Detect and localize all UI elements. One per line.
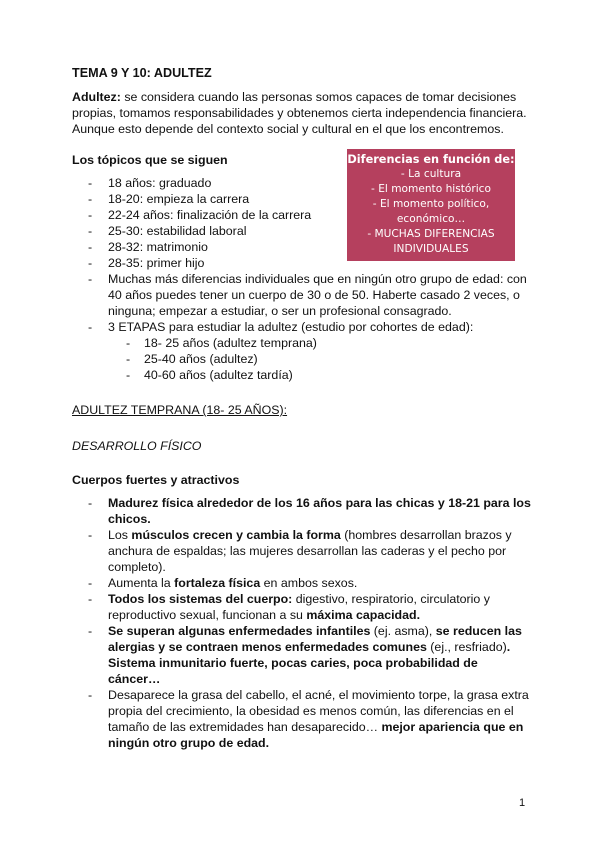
list-item: - 28-32: matrimonio <box>72 239 532 255</box>
topics-heading: Los tópicos que se siguen <box>72 153 228 167</box>
page-title: TEMA 9 Y 10: ADULTEZ <box>72 66 212 80</box>
group-heading: Cuerpos fuertes y atractivos <box>72 473 240 487</box>
differences-callout-box <box>347 149 515 261</box>
stage-item: - 40-60 años (adultez tardía) <box>72 367 532 383</box>
section-subheading: DESARROLLO FÍSICO <box>72 439 202 453</box>
list-item: - 3 ETAPAS para estudiar la adultez (estudio por cohortes de edad): <box>72 319 532 335</box>
text-run: se reducen las alergias y se contraen menos enfermedades comunes <box>108 624 522 654</box>
list-item <box>72 591 532 623</box>
callout-title: Diferencias en función de: <box>347 153 515 166</box>
text-run: Madurez física alrededor de los 16 años para las chicas y 18-21 para los chicos. <box>108 496 531 526</box>
text-run: Se superan algunas enfermedades infantiles <box>108 624 371 638</box>
stages-list <box>72 335 532 383</box>
callout-item: - MUCHAS DIFERENCIAS <box>367 228 495 240</box>
list-item: - 22-24 años: finalización de la carrera <box>72 207 532 223</box>
intro-text: se considera cuando las personas somos capaces de tomar decisiones propias, tomamos responsabilidades y obtenemos cierta independencia financiera. Aunque esto depende del contexto social y cultural en el que los encontremos. <box>72 90 527 136</box>
list-item: - 18-20: empieza la carrera <box>72 191 532 207</box>
callout-item: económico… <box>396 213 466 225</box>
stage-item: - 18- 25 años (adultez temprana) <box>72 335 532 351</box>
list-item <box>72 575 532 591</box>
stage-item: - 25-40 años (adultez) <box>72 351 532 367</box>
callout-item: - La cultura <box>400 168 462 180</box>
list-item <box>72 527 532 575</box>
list-item: - 18 años: graduado <box>72 175 532 191</box>
text-run: músculos crecen y cambia la forma <box>131 528 341 542</box>
text-run: (ej. asma), <box>370 624 436 638</box>
intro-term: Adultez: <box>72 90 121 104</box>
callout-item: - El momento histórico <box>371 183 491 195</box>
text-run: (ej., resfriado) <box>426 640 507 654</box>
text-run: Los <box>108 528 132 542</box>
text-run: (hombres desarrollan brazos y anchura de espaldas; las mujeres desarrollan las caderas y el pecho por completo). <box>108 528 512 574</box>
list-item: - Muchas más diferencias individuales que en ningún otro grupo de edad: con 40 años puedes tener un cuerpo de 30 o de 50. Haberte casado 2 veces, o ninguna; empezar a estudiar, o ser un profesional consagrado. <box>72 271 532 319</box>
callout-item: - El momento político, <box>372 198 490 210</box>
text-run: Desaparece la grasa del cabello, el acné, el movimiento torpe, la grasa extra propia del crecimiento, la obesidad es menos común, las diferencias en el tamaño de las extremidades han desaparecido… <box>108 688 529 734</box>
text-run: en ambos sexos. <box>260 576 358 590</box>
text-run: Aumenta la <box>108 576 175 590</box>
section-heading: ADULTEZ TEMPRANA (18- 25 AÑOS): <box>72 403 288 417</box>
text-run: Todos los sistemas del cuerpo: <box>108 592 293 606</box>
list-item <box>72 623 532 687</box>
text-run: digestivo, respiratorio, circulatorio y reproductivo sexual, funcionan a su <box>108 592 490 622</box>
text-run: . Sistema inmunitario fuerte, pocas caries, poca probabilidad de cáncer… <box>108 640 511 686</box>
list-item: - 25-30: estabilidad laboral <box>72 223 532 239</box>
intro-paragraph <box>72 89 532 137</box>
text-run: mejor apariencia que en ningún otro grupo de edad. <box>108 720 524 750</box>
list-item <box>72 495 532 527</box>
physical-development-list <box>72 495 532 751</box>
text-run: fortaleza física <box>174 576 261 590</box>
callout-item: INDIVIDUALES <box>393 243 469 255</box>
list-item: - 28-35: primer hijo <box>72 255 532 271</box>
page-number: 1 <box>519 797 526 809</box>
text-run: máxima capacidad. <box>306 608 421 622</box>
list-item <box>72 687 532 751</box>
